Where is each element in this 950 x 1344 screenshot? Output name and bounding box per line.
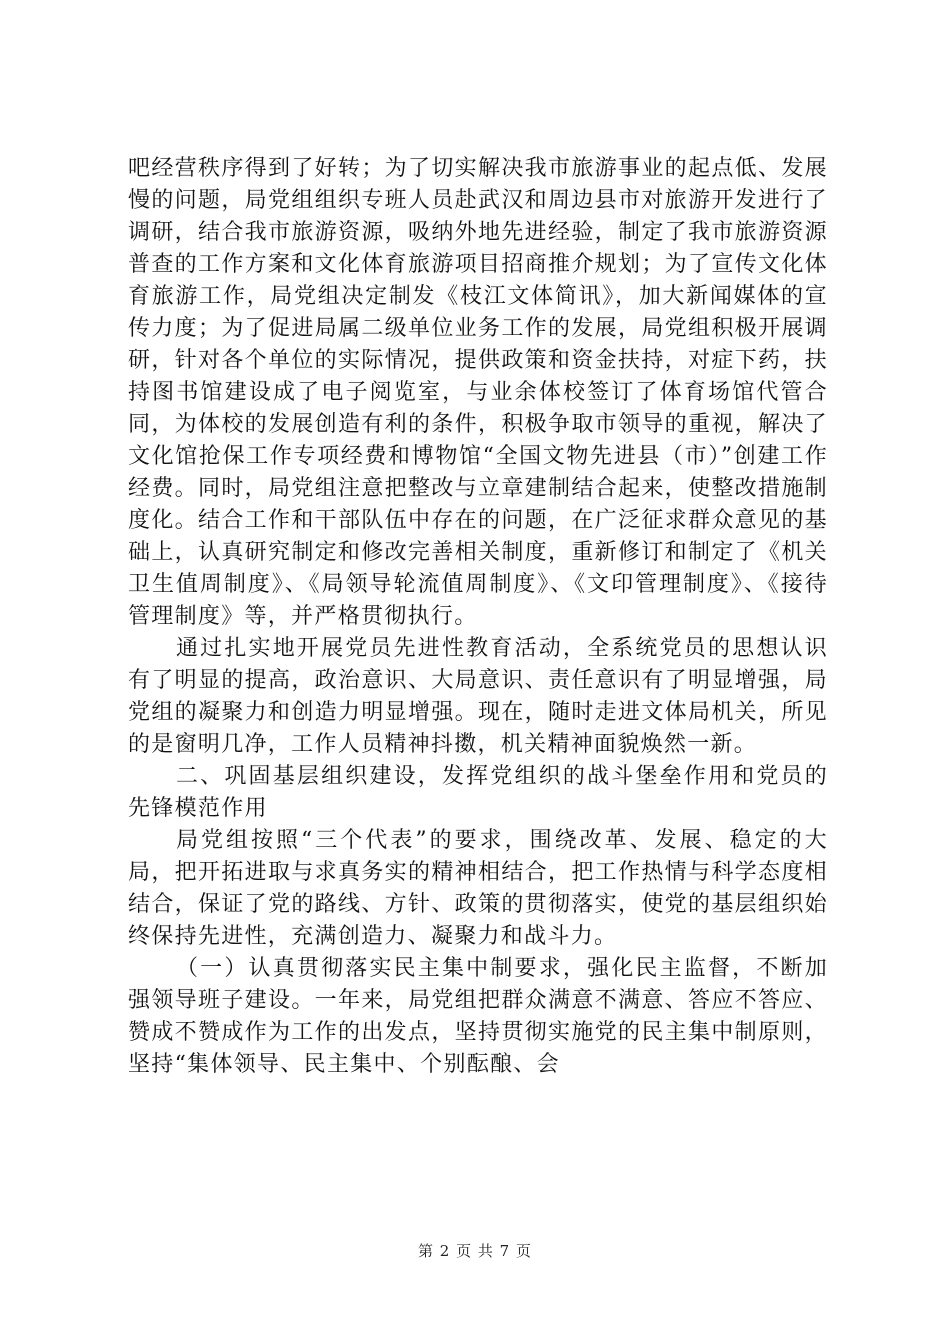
document-body	[128, 153, 828, 1081]
paragraph-subsection-one: （一）认真贯彻落实民主集中制要求，强化民主监督，不断加强领导班子建设。一年来，局党组把群众满意不满意、答应不答应、赞成不赞成作为工作的出发点，坚持贯彻实施党的民主集中制原则，坚持“集体领导、民主集中、个别酝酿、会	[128, 956, 828, 1077]
section-heading-two: 二、巩固基层组织建设，发挥党组织的战斗堡垒作用和党员的先锋模范作用	[128, 764, 828, 821]
paragraph-section-intro: 局党组按照“三个代表”的要求，围绕改革、发展、稳定的大局，把开拓进取与求真务实的精神相结合，把工作热情与科学态度相结合，保证了党的路线、方针、政策的贯彻落实，使党的基层组织始终保持先进性，充满创造力、凝聚力和战斗力。	[128, 828, 828, 949]
paragraph-education-results: 通过扎实地开展党员先进性教育活动，全系统党员的思想认识有了明显的提高，政治意识、大局意识、责任意识有了明显增强，局党组的凝聚力和创造力明显增强。现在，随时走进文体局机关，所见的是窗明几净，工作人员精神抖擞，机关精神面貌焕然一新。	[128, 636, 828, 757]
page-number-footer: 第 2 页 共 7 页	[418, 1242, 532, 1260]
paragraph-continuation: 吧经营秩序得到了好转；为了切实解决我市旅游事业的起点低、发展慢的问题，局党组组织专班人员赴武汉和周边县市对旅游开发进行了调研，结合我市旅游资源，吸纳外地先进经验，制定了我市旅游资源普查的工作方案和文化体育旅游项目招商推介规划；为了宣传文化体育旅游工作，局党组决定制发《枝江文体简讯》，加大新闻媒体的宣传力度；为了促进局属二级单位业务工作的发展，局党组积极开展调研，针对各个单位的实际情况，提供政策和资金扶持，对症下药，扶持图书馆建设成了电子阅览室，与业余体校签订了体育场馆代管合同，为体校的发展创造有利的条件，积极争取市领导的重视，解决了文化馆抢保工作专项经费和博物馆“全国文物先进县（市）”创建工作经费。同时，局党组注意把整改与立章建制结合起来，使整改措施制度化。结合工作和干部队伍中存在的问题，在广泛征求群众意见的基础上，认真研究制定和修改完善相关制度，重新修订和制定了《机关卫生值周制度》、《局领导轮流值周制度》、《文印管理制度》、《接待管理制度》等，并严格贯彻执行。	[128, 156, 828, 629]
